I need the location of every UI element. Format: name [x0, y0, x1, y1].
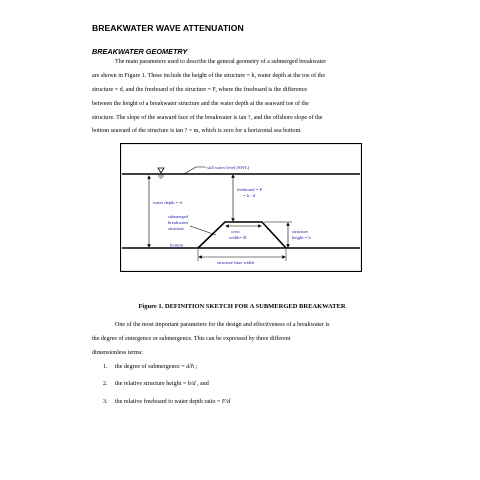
document-title: BREAKWATER WAVE ATTENUATION — [92, 23, 244, 33]
definition-sketch-figure — [120, 143, 362, 272]
paragraph-line: dimensionless terms: — [92, 349, 143, 356]
definition-sketch-svg — [120, 143, 362, 272]
list-item — [103, 381, 393, 387]
list-text: the relative freeboard to water depth ratio = — [115, 399, 222, 405]
freeboard-label-2: = h - d — [243, 193, 256, 198]
paragraph-geometry — [92, 56, 392, 139]
submerged-label-2: breakwater — [168, 220, 189, 225]
list-suffix: , and — [195, 381, 209, 387]
base-width-label: structure base width — [217, 260, 254, 265]
paragraph-line: One of the most important parameters for the design and effectiveness of a breakwater is — [115, 322, 330, 328]
list-text: the relative structure height = — [115, 381, 188, 387]
crest-label-1: crest — [231, 229, 240, 234]
paragraph-line: are shown in Figure 1. These include the height of the structure = h, water depth at the toe of the — [92, 72, 326, 79]
paragraph-line: structure. The slope of the seaward face of the breakwater is tan ?, and the offshore slope of the — [92, 114, 323, 121]
section-heading: BREAKWATER GEOMETRY — [92, 47, 188, 56]
submerged-label-1: submerged — [168, 214, 189, 219]
freeboard-label-1: freeboard = F — [237, 187, 263, 192]
paragraph-line: The main parameters used to describe the general geometry of a submerged breakwater — [115, 59, 327, 65]
list-number: 1. — [103, 364, 108, 370]
water-depth-label: water depth = d — [153, 200, 182, 205]
structure-height-label-2: height = h — [292, 235, 311, 240]
paragraph-line: structure = d, and the freeboard of the structure = F, where the freeboard is the difference — [92, 86, 308, 93]
submerged-label-3: structure — [168, 226, 185, 231]
list-math: F/d — [221, 399, 231, 405]
list-number: 2. — [103, 381, 108, 387]
paragraph-line: between the height of a breakwater structure and the water depth at the seaward toe of the — [92, 100, 309, 107]
figure-border — [121, 144, 362, 272]
structure-height-label-1: structure — [292, 229, 309, 234]
list-number: 3. — [103, 399, 108, 405]
paragraph-line: the degree of emergence or submergence. This can be expressed by three different — [92, 335, 291, 342]
list-text: the degree of submergence = — [115, 364, 187, 370]
list-math: h/d — [187, 381, 196, 387]
bottom-label: bottom — [170, 242, 184, 248]
crest-label-2: width= B — [229, 235, 247, 240]
figure-caption: Figure 1. DEFINITION SKETCH FOR A SUBMERGED BREAKWATER — [138, 303, 346, 310]
swl-label: still water level (SWL) — [207, 165, 250, 170]
paragraph-submergence — [92, 319, 392, 361]
list-item — [103, 399, 393, 405]
list-suffix: ; — [194, 364, 198, 370]
list-item — [103, 364, 393, 370]
list-math: d/h — [186, 364, 195, 370]
paragraph-line: bottom seaward of the structure is tan ? = m, which is zero for a horizontal sea bottom. — [92, 128, 302, 135]
